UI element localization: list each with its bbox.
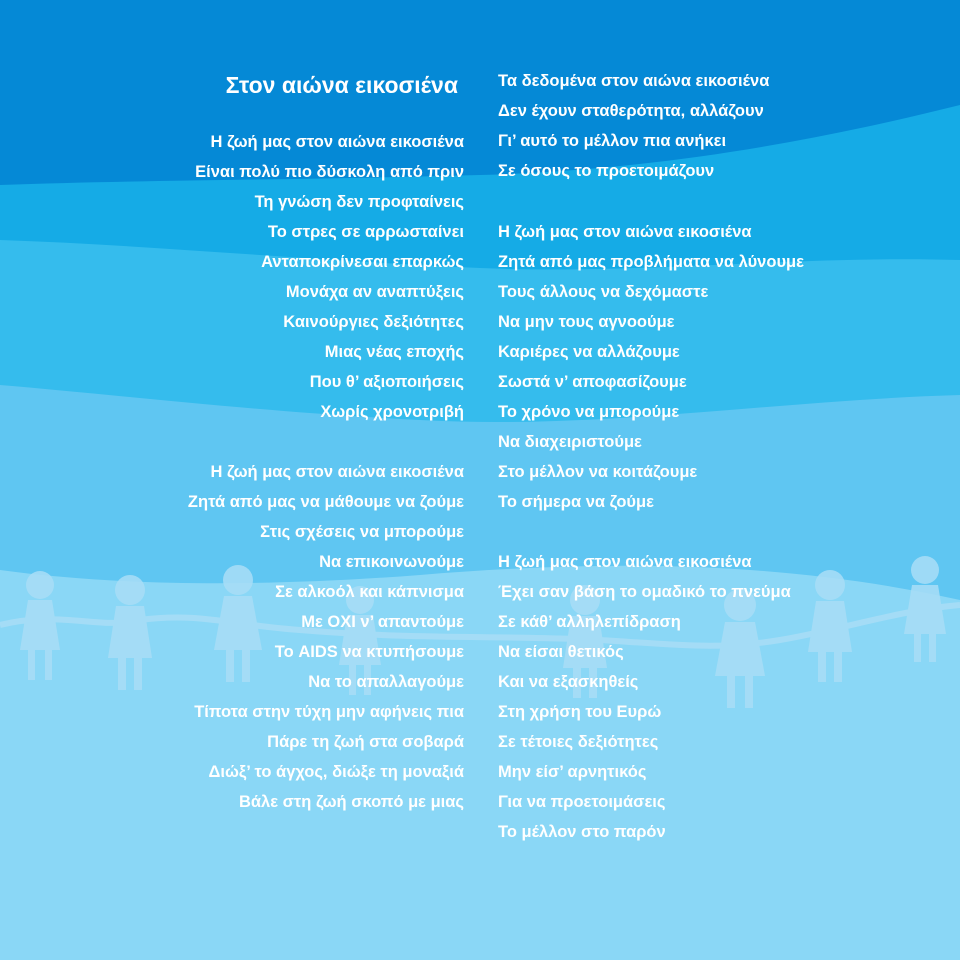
poem-line: Το στρες σε αρρωσταίνει	[267, 223, 464, 241]
poem-line: Ανταποκρίνεσαι επαρκώς	[261, 253, 464, 271]
poem-line: Τους άλλους να δεχόμαστε	[498, 283, 709, 301]
poem-line: Βάλε στη ζωή σκοπό με μιας	[238, 793, 464, 811]
poem-line: Σε αλκοόλ και κάπνισμα	[275, 583, 464, 601]
poem-line: Σε όσους το προετοιμάζουν	[498, 162, 715, 180]
poem-line: Μην είσ’ αρνητικός	[498, 763, 647, 781]
poem-line: Το AIDS να κτυπήσουμε	[274, 643, 464, 661]
poem-line: Καινούργιες δεξιότητες	[283, 313, 464, 331]
poem-line: Είναι πολύ πιο δύσκολη από πριν	[195, 163, 464, 181]
poem-line: Ζητά από μας να μάθουμε να ζούμε	[187, 493, 464, 511]
poem-line: Τη γνώση δεν προφταίνεις	[254, 193, 464, 211]
poem-line: Σε τέτοιες δεξιότητες	[498, 733, 659, 751]
poem-line: Σωστά ν’ αποφασίζουμε	[498, 373, 687, 391]
poem-line: Έχει σαν βάση το ομαδικό το πνεύμα	[498, 583, 791, 601]
poem-line: Τα δεδομένα στον αιώνα εικοσιένα	[498, 72, 770, 90]
poem-line: Ζητά από μας προβλήματα να λύνουμε	[498, 253, 804, 271]
poem-line: Γι’ αυτό το μέλλον πια ανήκει	[498, 132, 727, 150]
poem-line: Να επικοινωνούμε	[319, 553, 464, 571]
poem-line: Με ΟΧΙ ν’ απαντούμε	[301, 613, 464, 631]
poem-line: Στη χρήση του Ευρώ	[498, 703, 662, 721]
poem-line: Το μέλλον στο παρόν	[498, 823, 666, 841]
poem-line: Χωρίς χρονοτριβή	[320, 403, 464, 421]
poem-line: Μιας νέας εποχής	[324, 343, 464, 361]
poem-line: Η ζωή μας στον αιώνα εικοσιένα	[210, 463, 464, 481]
poem-line: Να διαχειριστούμε	[498, 433, 642, 451]
poem-line: Το σήμερα να ζούμε	[498, 493, 654, 511]
poem-line: Καριέρες να αλλάζουμε	[498, 343, 680, 361]
poem-line: Διώξ’ το άγχος, διώξε τη μοναξιά	[208, 763, 464, 781]
poem-line: Το χρόνο να μπορούμε	[498, 403, 680, 421]
poem-line: Η ζωή μας στον αιώνα εικοσιένα	[210, 133, 464, 151]
poem-line: Η ζωή μας στον αιώνα εικοσιένα	[498, 223, 752, 241]
poem-line: Και να εξασκηθείς	[498, 673, 639, 691]
poem-line: Μονάχα αν αναπτύξεις	[285, 283, 464, 301]
poem-line: Τίποτα στην τύχη μην αφήνεις πια	[194, 703, 464, 721]
poem-line: Να είσαι θετικός	[498, 643, 624, 661]
poem-line: Να το απαλλαγούμε	[308, 673, 464, 691]
poem-title: Στον αιώνα εικοσιένα	[225, 72, 458, 98]
poem-line: Πάρε τη ζωή στα σοβαρά	[267, 733, 464, 751]
poem-line: Η ζωή μας στον αιώνα εικοσιένα	[498, 553, 752, 571]
poem-line: Στο μέλλον να κοιτάζουμε	[498, 463, 698, 481]
poem-line: Στις σχέσεις να μπορούμε	[260, 523, 464, 541]
poem-line: Σε κάθ’ αλληλεπίδραση	[498, 613, 681, 631]
poem-line: Να μην τους αγνοούμε	[498, 313, 675, 331]
poem-line: Που θ’ αξιοποιήσεις	[309, 373, 464, 391]
poem-line: Για να προετοιμάσεις	[498, 793, 666, 811]
poem-line: Δεν έχουν σταθερότητα, αλλάζουν	[498, 102, 764, 120]
